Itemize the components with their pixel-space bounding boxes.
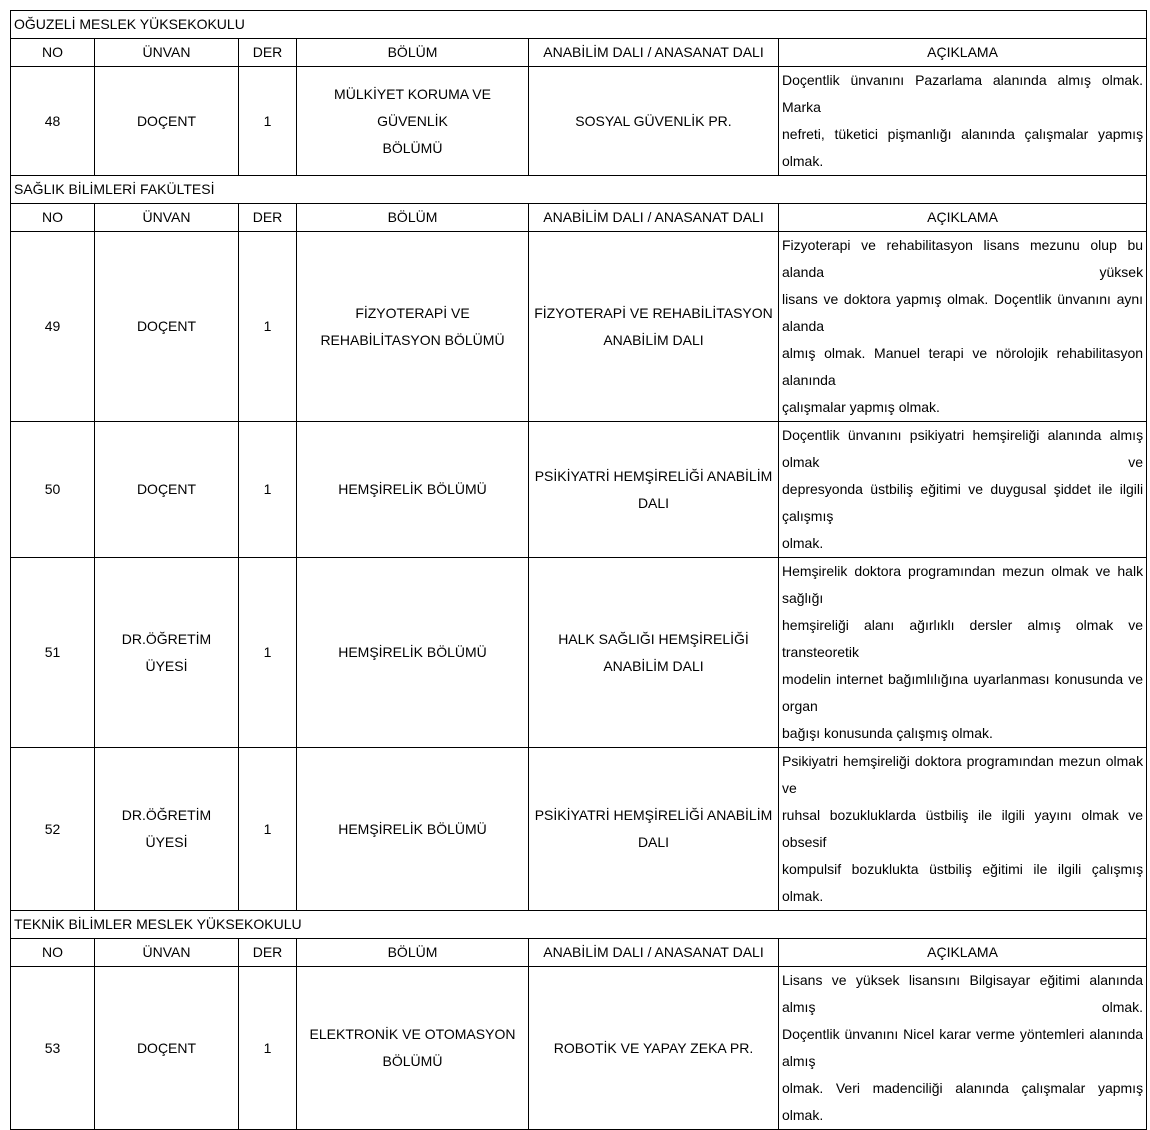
cell-unvan	[95, 422, 239, 558]
cell-der: 1	[239, 558, 297, 748]
cell-aciklama-line: olmak.	[782, 535, 824, 551]
cell-anabilim-line: ROBOTİK VE YAPAY ZEKA PR.	[553, 1039, 754, 1056]
cell-aciklama-line: depresyonda üstbiliş eğitimi ve duygusal şiddet ile ilgili çalışmış	[782, 481, 1144, 524]
column-header-anabilim: ANABİLİM DALI / ANASANAT DALI	[529, 939, 779, 967]
table-row	[11, 558, 1147, 748]
cell-anabilim	[529, 422, 779, 558]
cell-der: 1	[239, 748, 297, 911]
cell-aciklama-line: almış olmak. Manuel terapi ve nörolojik rehabilitasyon alanında	[782, 345, 1144, 388]
cell-aciklama	[779, 422, 1147, 558]
table-row	[11, 232, 1147, 422]
cell-unvan-line: DR.ÖĞRETİM	[121, 807, 212, 823]
cell-unvan	[95, 232, 239, 422]
column-header-aciklama: AÇIKLAMA	[779, 939, 1147, 967]
cell-aciklama-line: Doçentlik ünvanını Pazarlama alanında almış olmak. Marka	[782, 72, 1144, 115]
cell-unvan-line: DOÇENT	[136, 112, 197, 129]
cell-aciklama	[779, 967, 1147, 1130]
column-header-bolum: BÖLÜM	[297, 939, 529, 967]
table-row	[11, 748, 1147, 911]
cell-aciklama-line: olmak. Veri madenciliği alanında çalışmalar yapmış olmak.	[782, 1080, 1144, 1123]
cell-aciklama-line: Hemşirelik doktora programından mezun olmak ve halk sağlığı	[782, 563, 1144, 606]
cell-anabilim-line: FİZYOTERAPİ VE REHABİLİTASYON	[534, 304, 773, 321]
cell-aciklama-line: hemşireliği alanı ağırlıklı dersler almış olmak ve transteoretik	[782, 617, 1144, 660]
cell-bolum	[297, 748, 529, 911]
cell-bolum	[297, 67, 529, 176]
cell-no: 51	[11, 558, 95, 748]
column-header-anabilim: ANABİLİM DALI / ANASANAT DALI	[529, 204, 779, 232]
cell-aciklama	[779, 748, 1147, 911]
cell-bolum	[297, 967, 529, 1130]
cell-anabilim-line: HALK SAĞLIĞI HEMŞİRELİĞİ	[558, 630, 749, 647]
cell-bolum-line: HEMŞİRELİK BÖLÜMÜ	[338, 481, 487, 497]
cell-unvan	[95, 558, 239, 748]
column-header-unvan: ÜNVAN	[95, 39, 239, 67]
column-header-row	[11, 39, 1147, 67]
cell-bolum-line: FİZYOTERAPİ VE	[355, 304, 470, 321]
cell-bolum	[297, 422, 529, 558]
cell-anabilim	[529, 748, 779, 911]
cell-unvan	[95, 748, 239, 911]
cell-anabilim-line: ANABİLİM DALI	[603, 331, 704, 348]
cell-anabilim-line: DALI	[637, 494, 670, 511]
cell-unvan-line: ÜYESİ	[145, 834, 188, 850]
cell-anabilim	[529, 232, 779, 422]
cell-bolum-line: BÖLÜMÜ	[382, 1053, 443, 1069]
cell-aciklama-line: Doçentlik ünvanını Nicel karar verme yöntemleri alanında almış	[782, 1026, 1144, 1069]
cell-anabilim-line: PSİKİYATRİ HEMŞİRELİĞİ ANABİLİM	[534, 467, 773, 484]
cell-aciklama-line: çalışmalar yapmış olmak.	[782, 399, 940, 415]
column-header-row	[11, 939, 1147, 967]
cell-no: 52	[11, 748, 95, 911]
section-title: TEKNİK BİLİMLER MESLEK YÜKSEKOKULU	[11, 911, 1147, 939]
cell-aciklama-line: Psikiyatri hemşireliği doktora programından mezun olmak ve	[782, 753, 1144, 796]
cell-unvan	[95, 967, 239, 1130]
cell-anabilim	[529, 967, 779, 1130]
column-header-no: NO	[11, 939, 95, 967]
column-header-der: DER	[239, 939, 297, 967]
cell-aciklama-line: Doçentlik ünvanını psikiyatri hemşireliği alanında almış olmak ve	[782, 427, 1144, 470]
section-title-row	[11, 911, 1147, 939]
cell-no: 48	[11, 67, 95, 176]
cell-aciklama-line: kompulsif bozuklukta üstbiliş eğitimi ile ilgili çalışmış olmak.	[782, 861, 1144, 904]
cell-bolum	[297, 558, 529, 748]
cell-bolum-line: ELEKTRONİK VE OTOMASYON	[309, 1026, 516, 1042]
column-header-no: NO	[11, 204, 95, 232]
cell-aciklama-line: modelin internet bağımlılığına uyarlanması konusunda ve organ	[782, 671, 1144, 714]
cell-no: 53	[11, 967, 95, 1130]
column-header-unvan: ÜNVAN	[95, 939, 239, 967]
cell-unvan	[95, 67, 239, 176]
staff-position-table-sheet	[10, 10, 1146, 1130]
cell-aciklama-line: Lisans ve yüksek lisansını Bilgisayar eğitimi alanında almış olmak.	[782, 972, 1144, 1015]
cell-aciklama-line: nefreti, tüketici pişmanlığı alanında çalışmalar yapmış olmak.	[782, 126, 1144, 169]
cell-no: 50	[11, 422, 95, 558]
cell-unvan-line: DOÇENT	[136, 1039, 197, 1056]
cell-aciklama	[779, 67, 1147, 176]
cell-der: 1	[239, 67, 297, 176]
table-row	[11, 967, 1147, 1130]
column-header-anabilim: ANABİLİM DALI / ANASANAT DALI	[529, 39, 779, 67]
column-header-bolum: BÖLÜM	[297, 39, 529, 67]
column-header-bolum: BÖLÜM	[297, 204, 529, 232]
cell-bolum-line: HEMŞİRELİK BÖLÜMÜ	[338, 644, 487, 660]
cell-anabilim-line: ANABİLİM DALI	[603, 657, 704, 674]
column-header-no: NO	[11, 39, 95, 67]
cell-bolum-line: REHABİLİTASYON BÖLÜMÜ	[320, 331, 505, 348]
cell-bolum-line: MÜLKİYET KORUMA VE GÜVENLİK	[334, 85, 491, 129]
table-row	[11, 67, 1147, 176]
cell-aciklama-line: ruhsal bozukluklarda üstbiliş ile ilgili yayını olmak ve obsesif	[782, 807, 1144, 850]
cell-unvan-line: DR.ÖĞRETİM	[121, 630, 212, 647]
section-title: OĞUZELİ MESLEK YÜKSEKOKULU	[11, 11, 1147, 39]
cell-no: 49	[11, 232, 95, 422]
cell-aciklama	[779, 558, 1147, 748]
cell-unvan-line: DOÇENT	[136, 318, 197, 334]
column-header-aciklama: AÇIKLAMA	[779, 39, 1147, 67]
section-title-row	[11, 176, 1147, 204]
column-header-aciklama: AÇIKLAMA	[779, 204, 1147, 232]
column-header-der: DER	[239, 39, 297, 67]
cell-bolum-line: HEMŞİRELİK BÖLÜMÜ	[338, 820, 487, 837]
cell-anabilim	[529, 67, 779, 176]
section-title-row	[11, 11, 1147, 39]
column-header-der: DER	[239, 204, 297, 232]
cell-aciklama	[779, 232, 1147, 422]
cell-bolum-line: BÖLÜMÜ	[382, 139, 443, 156]
column-header-unvan: ÜNVAN	[95, 204, 239, 232]
cell-aciklama-line: lisans ve doktora yapmış olmak. Doçentlik ünvanını aynı alanda	[782, 291, 1144, 334]
cell-aciklama-line: Fizyoterapi ve rehabilitasyon lisans mezunu olup bu alanda yüksek	[782, 237, 1144, 280]
position-table	[10, 10, 1147, 1130]
cell-der: 1	[239, 422, 297, 558]
cell-bolum	[297, 232, 529, 422]
cell-anabilim-line: SOSYAL GÜVENLİK PR.	[575, 112, 732, 129]
table-row	[11, 422, 1147, 558]
cell-der: 1	[239, 232, 297, 422]
cell-aciklama-line: bağışı konusunda çalışmış olmak.	[782, 725, 993, 741]
cell-unvan-line: DOÇENT	[136, 481, 197, 497]
cell-anabilim-line: PSİKİYATRİ HEMŞİRELİĞİ ANABİLİM	[534, 807, 773, 823]
column-header-row	[11, 204, 1147, 232]
cell-unvan-line: ÜYESİ	[145, 657, 188, 674]
cell-anabilim-line: DALI	[637, 834, 670, 850]
section-title: SAĞLIK BİLİMLERİ FAKÜLTESİ	[11, 176, 1147, 204]
position-table-body	[11, 11, 1147, 1130]
cell-anabilim	[529, 558, 779, 748]
cell-der: 1	[239, 967, 297, 1130]
